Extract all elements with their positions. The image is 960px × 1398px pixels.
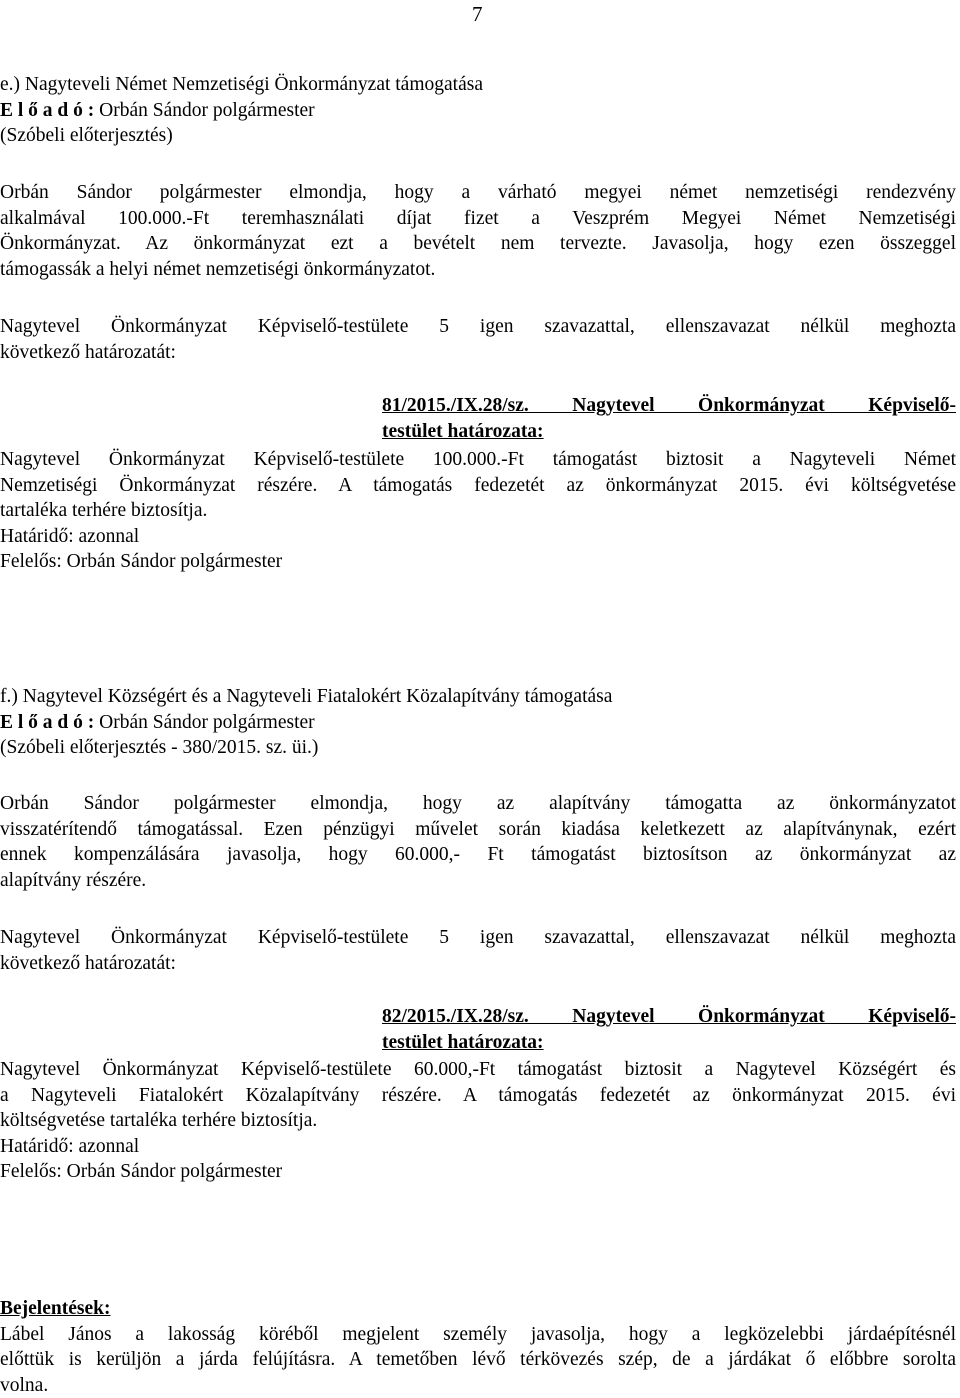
section-f-presenter [0, 710, 956, 736]
resolution-81-body [0, 447, 956, 575]
resolution-heading-cont: testület határozata: [382, 421, 544, 442]
section-e-vote [0, 314, 956, 365]
presenter-name: Orbán Sándor polgármester [94, 100, 314, 121]
section-e-presenter [0, 98, 956, 124]
section-e-note: (Szóbeli előterjesztés) [0, 123, 956, 149]
section-f-body [0, 791, 956, 893]
paragraph-line: Orbán Sándor polgármester elmondja, hogy a várható megyei német nemzetiségi rendezvény [0, 180, 956, 206]
section-f-vote [0, 925, 956, 976]
paragraph-line: visszatérítendő támogatással. Ezen pénzügyi művelet során kiadása keletkezett az alapítványnak, ezért [0, 817, 956, 843]
announcements [0, 1296, 956, 1398]
page-number: 7 [472, 2, 483, 28]
announcement-line: Lábel János a lakosság köréből megjelent személy javasolja, hogy a legközelebbi járdaépítésnél [0, 1322, 956, 1348]
paragraph-line: ennek kompenzálására javasolja, hogy 60.000,- Ft támogatást biztosítson az önkormányzat az [0, 842, 956, 868]
presenter-name: Orbán Sándor polgármester [94, 712, 314, 733]
presenter-label: E l ő a d ó : [0, 100, 94, 121]
deadline: Határidő: azonnal [0, 524, 956, 550]
resolution-line: Nagytevel Önkormányzat Képviselő-testülete 60.000,-Ft támogatást biztosit a Nagytevel Községért és [0, 1057, 956, 1083]
resolution-heading-cont: testület határozata: [382, 1032, 544, 1053]
announcements-heading: Bejelentések: [0, 1298, 110, 1319]
section-f-header [0, 684, 956, 761]
responsible: Felelős: Orbán Sándor polgármester [0, 549, 956, 575]
resolution-81-heading [382, 393, 956, 444]
announcement-line: előttük is kerüljön a járda felújításra. A temetőben lévő térkövezés szép, de a járdákat ő előbbre sorolta [0, 1347, 956, 1373]
resolution-82-body [0, 1057, 956, 1185]
vote-line: következő határozatát: [0, 951, 956, 977]
paragraph-line: alapítvány részére. [0, 868, 956, 894]
resolution-82-heading [382, 1004, 956, 1055]
section-f-note: (Szóbeli előterjesztés - 380/2015. sz. üi.) [0, 735, 956, 761]
resolution-line: a Nagyteveli Fiatalokért Közalapítvány részére. A támogatás fedezetét az önkormányzat 2015. évi [0, 1083, 956, 1109]
resolution-line: Nemzetiségi Önkormányzat részére. A támogatás fedezetét az önkormányzat 2015. évi költségvetése [0, 473, 956, 499]
resolution-line: Nagytevel Önkormányzat Képviselő-testülete 100.000.-Ft támogatást biztosit a Nagyteveli Német [0, 447, 956, 473]
paragraph-line: alkalmával 100.000.-Ft teremhasználati díjat fizet a Veszprém Megyei Német Nemzetiségi [0, 206, 956, 232]
announcement-line: volna. [0, 1373, 956, 1398]
section-e-title: e.) Nagyteveli Német Nemzetiségi Önkormányzat támogatása [0, 72, 956, 98]
deadline: Határidő: azonnal [0, 1134, 956, 1160]
resolution-number: 81/2015./IX.28/sz. Nagytevel Önkormányzat Képviselő- [382, 395, 956, 416]
vote-line: Nagytevel Önkormányzat Képviselő-testülete 5 igen szavazattal, ellenszavazat nélkül meghozta [0, 925, 956, 951]
presenter-label: E l ő a d ó : [0, 712, 94, 733]
paragraph-line: támogassák a helyi német nemzetiségi önkormányzatot. [0, 257, 956, 283]
resolution-line: költségvetése tartaléka terhére biztosítja. [0, 1108, 956, 1134]
paragraph-line: Önkormányzat. Az önkormányzat ezt a bevételt nem tervezte. Javasolja, hogy ezen összeggel [0, 231, 956, 257]
vote-line: következő határozatát: [0, 340, 956, 366]
section-e-header [0, 72, 956, 149]
resolution-line: tartaléka terhére biztosítja. [0, 498, 956, 524]
responsible: Felelős: Orbán Sándor polgármester [0, 1159, 956, 1185]
section-e-body [0, 180, 956, 282]
vote-line: Nagytevel Önkormányzat Képviselő-testülete 5 igen szavazattal, ellenszavazat nélkül meghozta [0, 314, 956, 340]
resolution-number: 82/2015./IX.28/sz. Nagytevel Önkormányzat Képviselő- [382, 1006, 956, 1027]
section-f-title: f.) Nagytevel Községért és a Nagyteveli Fiatalokért Közalapítvány támogatása [0, 684, 956, 710]
paragraph-line: Orbán Sándor polgármester elmondja, hogy az alapítvány támogatta az önkormányzatot [0, 791, 956, 817]
